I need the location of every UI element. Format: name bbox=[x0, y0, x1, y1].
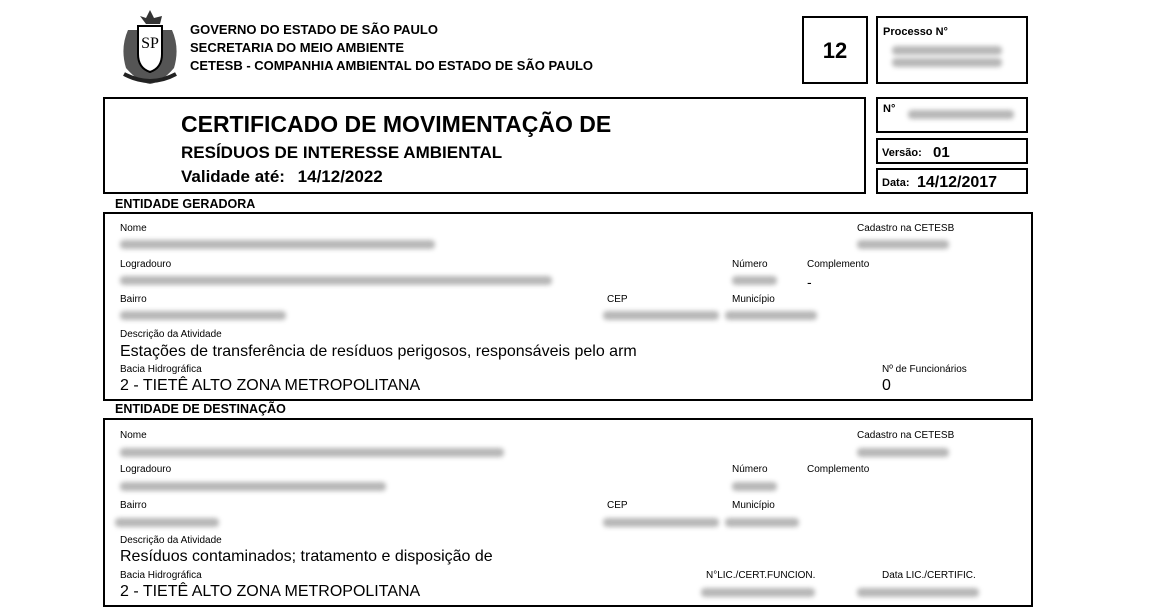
certificate-number-box bbox=[876, 97, 1028, 133]
destinacao-cep-label: CEP bbox=[607, 500, 628, 511]
destinacao-atividade-label: Descrição da Atividade bbox=[120, 535, 222, 546]
certificate-title-box bbox=[103, 97, 866, 194]
geradora-bairro-label: Bairro bbox=[120, 294, 147, 305]
destinacao-licenca-redacted bbox=[701, 588, 815, 597]
header-line-government: GOVERNO DO ESTADO DE SÃO PAULO bbox=[190, 22, 438, 37]
destinacao-bairro-label: Bairro bbox=[120, 500, 147, 511]
processo-box bbox=[876, 16, 1028, 84]
certificate-number-label: N° bbox=[883, 103, 896, 115]
geradora-atividade-label: Descrição da Atividade bbox=[120, 329, 222, 340]
destinacao-nome-label: Nome bbox=[120, 430, 147, 441]
geradora-bairro-redacted bbox=[120, 311, 286, 320]
geradora-box bbox=[103, 212, 1033, 401]
page-number: 12 bbox=[822, 38, 848, 63]
geradora-municipio-redacted bbox=[725, 311, 817, 320]
geradora-municipio-label: Município bbox=[732, 294, 775, 305]
destinacao-bairro-redacted bbox=[115, 518, 219, 527]
page-number-box bbox=[802, 16, 868, 84]
geradora-numero-label: Número bbox=[732, 259, 768, 270]
destinacao-atividade-value: Resíduos contaminados; tratamento e disposição de bbox=[120, 548, 493, 565]
destinacao-municipio-redacted bbox=[725, 518, 799, 527]
geradora-cadastro-label: Cadastro na CETESB bbox=[857, 223, 955, 234]
version-value: 01 bbox=[933, 144, 950, 161]
geradora-funcionarios-value: 0 bbox=[882, 377, 891, 394]
destinacao-cadastro-label: Cadastro na CETESB bbox=[857, 430, 955, 441]
destinacao-logradouro-label: Logradouro bbox=[120, 464, 172, 475]
destinacao-municipio-label: Município bbox=[732, 500, 775, 511]
geradora-nome-label: Nome bbox=[120, 223, 147, 234]
header-line-secretariat: SECRETARIA DO MEIO AMBIENTE bbox=[190, 40, 405, 55]
geradora-logradouro-label: Logradouro bbox=[120, 259, 172, 270]
destinacao-numero-redacted bbox=[732, 482, 777, 491]
certificate-number-redacted bbox=[908, 110, 1014, 119]
date-box bbox=[876, 168, 1028, 194]
destinacao-complemento-label: Complemento bbox=[807, 464, 870, 475]
destinacao-cadastro-redacted bbox=[857, 448, 949, 457]
date-label: Data: bbox=[882, 177, 910, 189]
geradora-bacia-value: 2 - TIETÊ ALTO ZONA METROPOLITANA bbox=[120, 377, 421, 394]
destinacao-licenca-label: N°LIC./CERT.FUNCION. bbox=[706, 570, 816, 581]
geradora-atividade-value: Estações de transferência de resíduos perigosos, responsáveis pelo arm bbox=[120, 343, 637, 360]
geradora-complemento-value: - bbox=[807, 274, 812, 290]
version-box bbox=[876, 138, 1028, 164]
geradora-cadastro-redacted bbox=[857, 240, 949, 249]
geradora-complemento-label: Complemento bbox=[807, 259, 870, 270]
processo-redacted bbox=[892, 46, 1002, 55]
certificate-title: CERTIFICADO DE MOVIMENTAÇÃO DE bbox=[181, 111, 612, 137]
destinacao-cep-redacted bbox=[603, 518, 719, 527]
version-label: Versão: bbox=[882, 147, 922, 159]
geradora-bacia-label: Bacia Hidrográfica bbox=[120, 364, 202, 375]
validity-line bbox=[181, 167, 383, 187]
destinacao-numero-label: Número bbox=[732, 464, 768, 475]
geradora-cep-redacted bbox=[603, 311, 719, 320]
certificate-subtitle: RESÍDUOS DE INTERESSE AMBIENTAL bbox=[181, 143, 503, 162]
section-title-geradora: ENTIDADE GERADORA bbox=[115, 197, 256, 211]
validity-label: Validade até: bbox=[181, 167, 285, 186]
validity-date: 14/12/2022 bbox=[297, 167, 383, 186]
geradora-numero-redacted bbox=[732, 276, 777, 285]
section-title-destinacao: ENTIDADE DE DESTINAÇÃO bbox=[115, 402, 286, 416]
header-line-cetesb: CETESB - COMPANHIA AMBIENTAL DO ESTADO DE SÃO PAULO bbox=[190, 58, 594, 73]
processo-redacted bbox=[892, 58, 1002, 67]
date-value: 14/12/2017 bbox=[917, 174, 998, 191]
destinacao-box bbox=[103, 418, 1033, 607]
agency-header bbox=[190, 20, 593, 76]
geradora-cep-label: CEP bbox=[607, 294, 628, 305]
geradora-funcionarios-label: Nº de Funcionários bbox=[882, 364, 967, 375]
destinacao-logradouro-redacted bbox=[120, 482, 386, 491]
seal-letters: SP bbox=[141, 35, 159, 52]
geradora-logradouro-redacted bbox=[120, 276, 552, 285]
processo-label: Processo N° bbox=[883, 26, 948, 38]
destinacao-bacia-label: Bacia Hidrográfica bbox=[120, 570, 202, 581]
destinacao-data-licenca-redacted bbox=[857, 588, 979, 597]
geradora-nome-redacted bbox=[120, 240, 435, 249]
destinacao-bacia-value: 2 - TIETÊ ALTO ZONA METROPOLITANA bbox=[120, 583, 421, 600]
sao-paulo-seal-logo bbox=[118, 8, 182, 86]
destinacao-nome-redacted bbox=[120, 448, 504, 457]
destinacao-data-licenca-label: Data LIC./CERTIFIC. bbox=[882, 570, 976, 581]
